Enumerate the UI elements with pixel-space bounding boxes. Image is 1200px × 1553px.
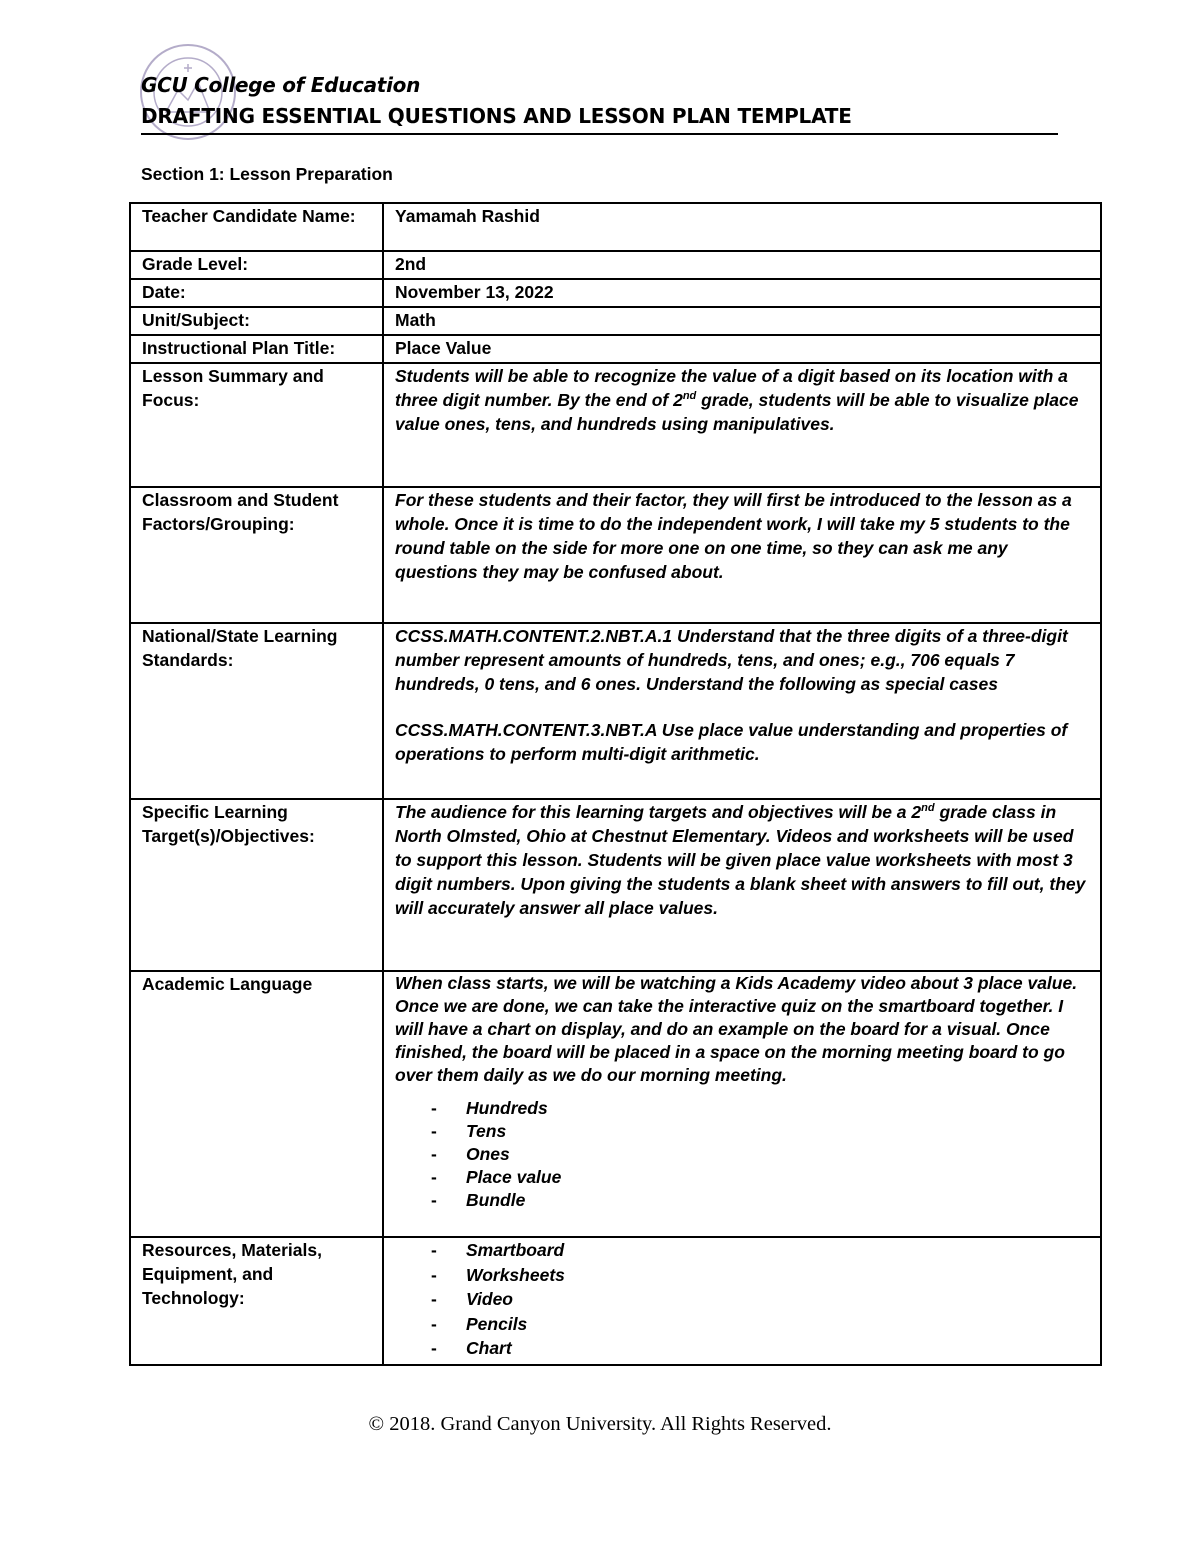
resources-value — [383, 1237, 1101, 1365]
date-value: November 13, 2022 — [383, 279, 1101, 307]
unit-label: Unit/Subject: — [130, 307, 383, 335]
date-label: Date: — [130, 279, 383, 307]
row-plan-title — [130, 335, 1101, 363]
teacher-value: Yamamah Rashid — [383, 203, 1101, 251]
section-heading: Section 1: Lesson Preparation — [141, 164, 393, 184]
factors-label: Classroom and Student Factors/Grouping: — [130, 487, 383, 623]
list-item: - Smartboard — [395, 1238, 1090, 1263]
row-factors — [130, 487, 1101, 623]
list-item: - Chart — [395, 1336, 1090, 1361]
row-academic — [130, 971, 1101, 1237]
objectives-label: Specific Learning Target(s)/Objectives: — [130, 799, 383, 971]
list-item: - Hundreds — [395, 1097, 1090, 1120]
grade-label: Grade Level: — [130, 251, 383, 279]
list-item: - Pencils — [395, 1312, 1090, 1337]
standard-2: CCSS.MATH.CONTENT.3.NBT.A Use place value understanding and properties of operations to perform multi-digit arithmetic. — [395, 720, 1068, 764]
grade-value: 2nd — [383, 251, 1101, 279]
academic-value — [383, 971, 1101, 1237]
copyright-footer: © 2018. Grand Canyon University. All Rights Reserved. — [368, 1413, 832, 1435]
summary-text-2: grade, students will be able to visualize place value ones, tens, and hundreds using manipulatives. — [395, 390, 1079, 434]
row-objectives — [130, 799, 1101, 971]
lesson-plan-table — [129, 202, 1102, 1366]
factors-value: For these students and their factor, they will first be introduced to the lesson as a whole. Once it is time to do the independent work, I will take my 5 students to the round table on the side for more one on one time, so they can ask me any questions they may be confused about. — [383, 487, 1101, 623]
plan-title-value: Place Value — [383, 335, 1101, 363]
list-item: - Bundle — [395, 1189, 1090, 1212]
document-title: DRAFTING ESSENTIAL QUESTIONS AND LESSON PLAN TEMPLATE — [141, 104, 852, 128]
list-item: - Ones — [395, 1143, 1090, 1166]
teacher-label: Teacher Candidate Name: — [130, 203, 383, 251]
summary-superscript: nd — [682, 390, 697, 403]
objectives-superscript: nd — [921, 802, 935, 815]
unit-value: Math — [383, 307, 1101, 335]
list-item: - Worksheets — [395, 1263, 1090, 1288]
academic-text: When class starts, we will be watching a Kids Academy video about 3 place value. Once we are done, we can take the interactive quiz on the smartboard together. I will have a chart on display, and do an example on the board for a visual. Once finished, the board will be placed in a space on the morning meeting board to go over them daily as we do our morning meeting. — [395, 973, 1078, 1085]
row-teacher — [130, 203, 1101, 251]
row-summary — [130, 363, 1101, 487]
row-unit — [130, 307, 1101, 335]
academic-terms-list — [395, 1097, 1090, 1212]
plan-title-label: Instructional Plan Title: — [130, 335, 383, 363]
resources-label: Resources, Materials, Equipment, and Technology: — [130, 1237, 383, 1365]
list-item: - Video — [395, 1287, 1090, 1312]
objectives-value — [383, 799, 1101, 971]
list-item: - Tens — [395, 1120, 1090, 1143]
row-grade — [130, 251, 1101, 279]
row-date — [130, 279, 1101, 307]
resources-list — [395, 1238, 1090, 1361]
list-item: - Place value — [395, 1166, 1090, 1189]
academic-label: Academic Language — [130, 971, 383, 1237]
standards-value — [383, 623, 1101, 799]
summary-label: Lesson Summary and Focus: — [130, 363, 383, 487]
college-name: GCU College of Education — [141, 73, 421, 97]
row-standards — [130, 623, 1101, 799]
summary-text-1: Students will be able to recognize the value of a digit based on its location with a three digit number. By the end of 2 — [395, 366, 1068, 410]
title-divider — [141, 133, 1058, 135]
standard-1: CCSS.MATH.CONTENT.2.NBT.A.1 Understand that the three digits of a three-digit number represent amounts of hundreds, tens, and ones; e.g., 706 equals 7 hundreds, 0 tens, and 6 ones. Understand the following as special cases — [395, 626, 1068, 694]
objectives-text-1: The audience for this learning targets and objectives will be a 2 — [395, 802, 922, 822]
summary-value — [383, 363, 1101, 487]
standards-label: National/State Learning Standards: — [130, 623, 383, 799]
row-resources — [130, 1237, 1101, 1365]
objectives-text-2: grade class in North Olmsted, Ohio at Chestnut Elementary. Videos and worksheets will be used to support this lesson. Students will be given place value worksheets with most 3 digit numbers. Upon giving the students a blank sheet with answers to fill out, they will accurately answer all place values. — [395, 802, 1086, 918]
